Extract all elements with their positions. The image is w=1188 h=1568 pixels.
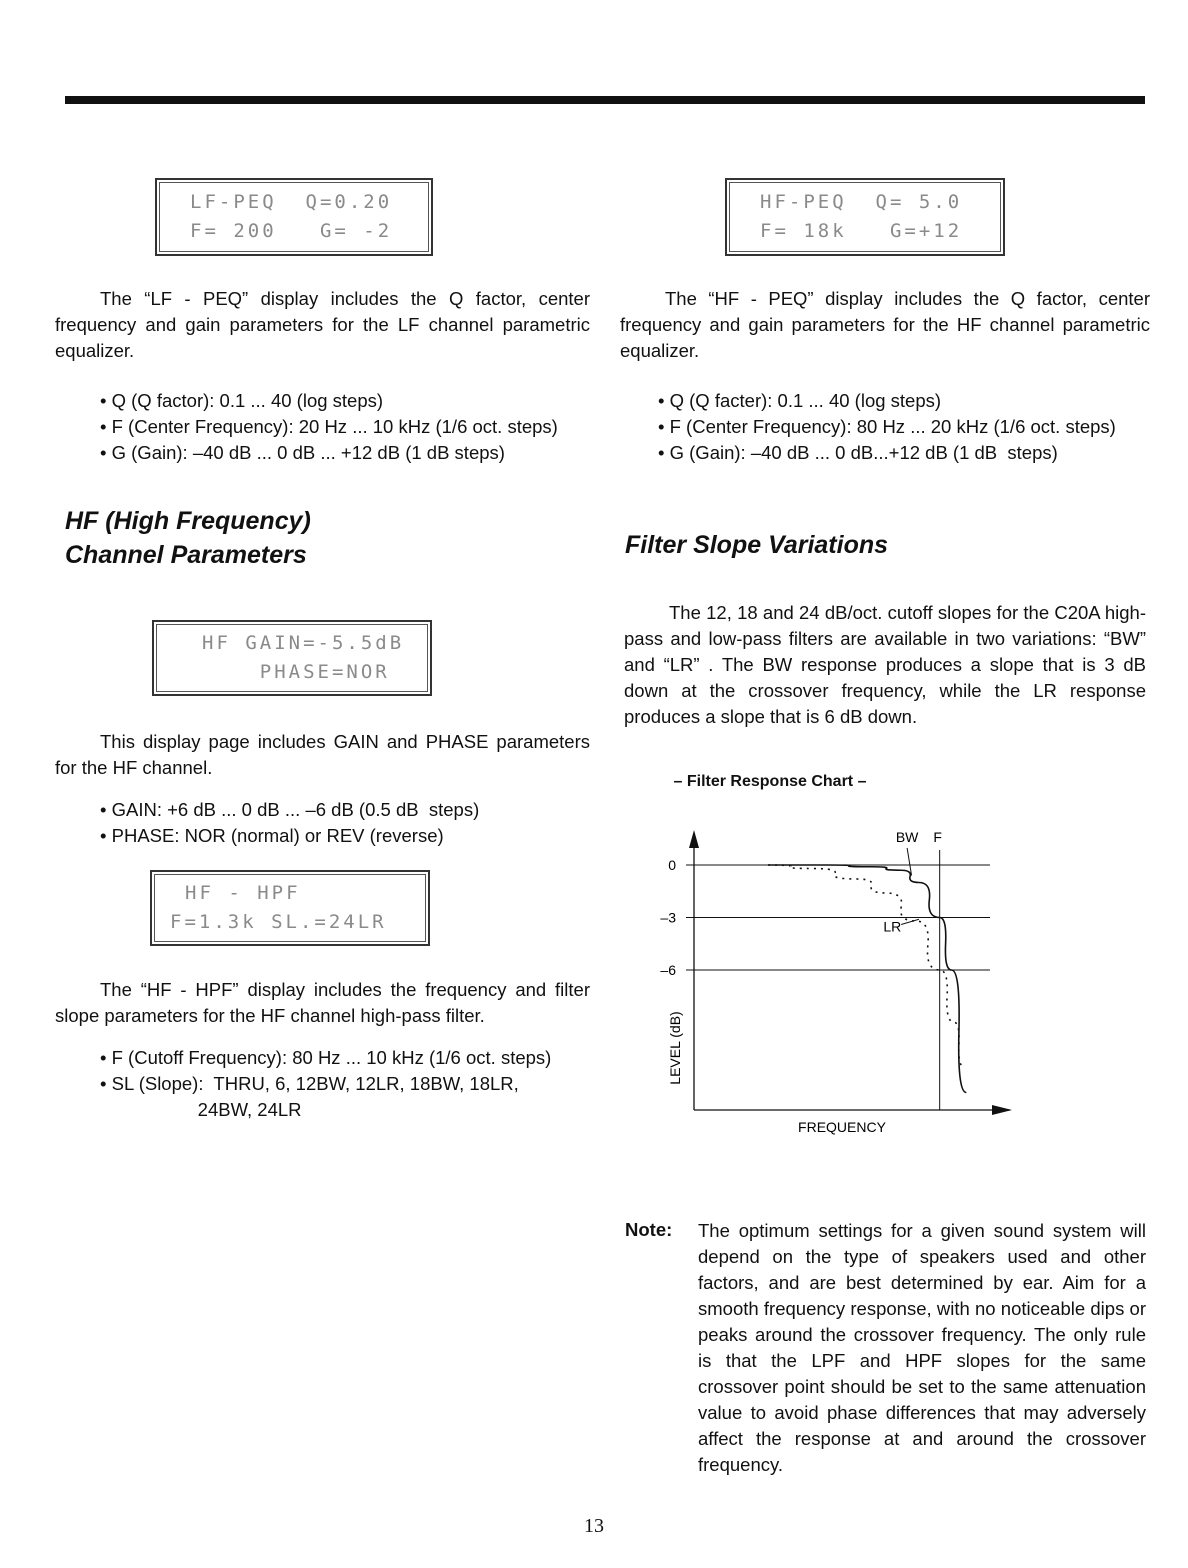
lcd-line-2: F=1.3k SL.=24LR	[170, 911, 387, 933]
y-tick-label: –6	[660, 962, 676, 978]
section-heading: Filter Slope Variations	[625, 531, 889, 559]
list-item: • SL (Slope): THRU, 6, 12BW, 12LR, 18BW, 18LR,	[100, 1073, 519, 1094]
filter-slope-section	[624, 600, 1146, 730]
hf-peq-params	[620, 388, 1150, 466]
lcd-line-2: F= 18k G=+12	[760, 220, 963, 242]
filter-slope-heading-block	[625, 528, 1155, 562]
hf-hpf-section	[55, 977, 590, 1123]
list-item: • F (Cutoff Frequency): 80 Hz ... 10 kHz (1/6 oct. steps)	[100, 1047, 552, 1068]
list-item: • Q (Q facter): 0.1 ... 40 (log steps)	[658, 390, 942, 411]
section-heading-line-2: Channel Parameters	[65, 541, 307, 569]
lr-leader-line	[901, 919, 919, 924]
top-rule	[65, 96, 1145, 104]
list-item: • GAIN: +6 dB ... 0 dB ... –6 dB (0.5 dB steps)	[100, 799, 480, 820]
lcd-lf-peq	[155, 178, 433, 256]
lf-peq-section	[55, 286, 590, 466]
list-item: • F (Center Frequency): 80 Hz ... 20 kHz (1/6 oct. steps)	[658, 416, 1116, 437]
y-tick-label: 0	[668, 857, 676, 873]
page-number: 13	[584, 1515, 604, 1537]
list-item: • G (Gain): –40 dB ... 0 dB...+12 dB (1 dB steps)	[658, 442, 1058, 463]
chart-title: – Filter Response Chart –	[673, 773, 867, 790]
lcd-line-1: HF - HPF	[185, 882, 301, 904]
hf-gain-section	[55, 729, 590, 849]
hf-gain-description: This display page includes GAIN and PHASE parameters for the HF channel.	[55, 731, 590, 778]
y-axis-label: LEVEL (dB)	[667, 1011, 683, 1085]
hf-peq-description: The “HF - PEQ” display includes the Q factor, center frequency and gain parameters for the HF channel parametric equalizer.	[620, 288, 1150, 361]
x-axis-label: FREQUENCY	[798, 1119, 886, 1135]
lcd-line-1: HF GAIN=-5.5dB	[202, 632, 405, 654]
series-label-bw: BW	[895, 829, 919, 845]
y-tick-label: –3	[660, 909, 676, 926]
hf-gain-params	[55, 797, 590, 849]
series-label-lr: LR	[883, 918, 902, 935]
list-item: • F (Center Frequency): 20 Hz ... 10 kHz (1/6 oct. steps)	[100, 416, 558, 437]
lcd-line-2: F= 200 G= -2	[190, 220, 393, 242]
lcd-hf-peq	[725, 178, 1005, 256]
series-line-lr	[768, 865, 963, 1066]
chart-title-block	[640, 773, 900, 791]
hf-heading	[65, 504, 600, 572]
series-line-bw	[768, 865, 966, 1093]
note-label: Note:	[625, 1219, 673, 1240]
hf-peq-section	[620, 286, 1150, 466]
lcd-hf-hpf	[150, 870, 430, 946]
hf-hpf-description: The “HF - HPF” display includes the frequency and filter slope parameters for the HF channel high-pass filter.	[55, 979, 590, 1026]
list-item: • PHASE: NOR (normal) or REV (reverse)	[100, 825, 444, 846]
section-heading-line-1: HF (High Frequency)	[65, 507, 311, 535]
lcd-line-2: PHASE=NOR	[202, 661, 390, 683]
lf-peq-params	[55, 388, 590, 466]
lf-peq-description: The “LF - PEQ” display includes the Q factor, center frequency and gain parameters for the LF channel parametric equalizer.	[55, 288, 590, 361]
filter-slope-description: The 12, 18 and 24 dB/oct. cutoff slopes for the C20A high-pass and low-pass filters are available in two variations: “BW” and “LR” . The BW response produces a slope that is 3 dB down at the crossover frequency, while the LR response produces a slope that is 6 dB down.	[624, 602, 1146, 727]
lcd-hf-gain	[152, 620, 432, 696]
list-item: • G (Gain): –40 dB ... 0 dB ... +12 dB (1 dB steps)	[100, 442, 505, 463]
filter-response-chart	[650, 810, 1020, 1155]
note-text: The optimum settings for a given sound system will depend on the type of speakers used and other factors, and are best determined by ear. Aim for a smooth frequency response, with no noticeable dips or peaks around the crossover frequency. The only rule is that the LPF and HPF slopes for the same crossover point should be set to the same attenuation value to avoid phase differences that may adversely affect the response at and around the crossover frequency.	[698, 1220, 1146, 1475]
y-axis-arrow	[689, 830, 699, 848]
lcd-line-1: HF-PEQ Q= 5.0	[760, 191, 963, 213]
crossover-label: F	[933, 829, 942, 845]
list-item: • Q (Q factor): 0.1 ... 40 (log steps)	[100, 390, 384, 411]
x-axis-arrow	[992, 1105, 1012, 1115]
hf-hpf-params	[55, 1045, 590, 1123]
lcd-line-1: LF-PEQ Q=0.20	[190, 191, 393, 213]
list-item: 24BW, 24LR	[100, 1099, 302, 1120]
